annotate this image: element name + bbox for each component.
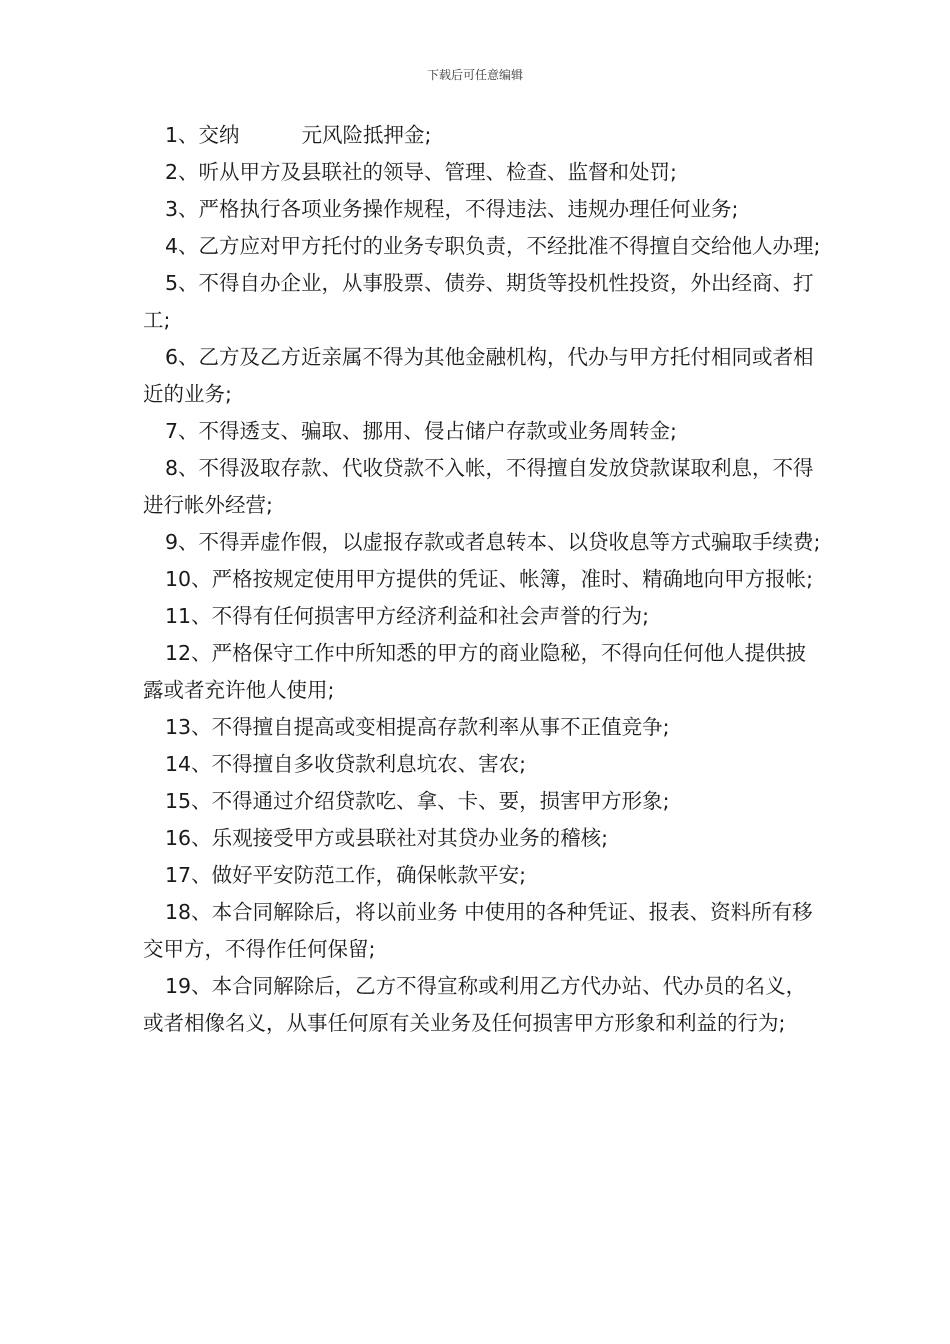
clause-8: 8、不得汲取存款、代收贷款不入帐，不得擅自发放贷款谋取利息，不得进行帐外经营; [143,456,814,517]
clause-9: 9、不得弄虚作假，以虚报存款或者息转本、以贷收息等方式骗取手续费; [165,530,821,554]
clause-16: 16、乐观接受甲方或县联社对其贷办业务的稽核; [165,826,608,850]
clause-15: 15、不得通过介绍贷款吃、拿、卡、要，损害甲方形象; [165,789,670,813]
clause-12: 12、严格保守工作中所知悉的甲方的商业隐秘，不得向任何他人提供披露或者充许他人使用; [143,641,807,702]
clause-18: 18、本合同解除后，将以前业务 中使用的各种凭证、报表、资料所有移交甲方，不得作任何保留; [143,900,813,961]
clause-3: 3、严格执行各项业务操作规程，不得违法、违规办理任何业务; [165,197,739,221]
clause-2: 2、听从甲方及县联社的领导、管理、检查、监督和处罚; [165,160,677,184]
clause-5: 5、不得自办企业，从事股票、债券、期货等投机性投资，外出经商、打工; [143,271,814,332]
clause-10: 10、严格按规定使用甲方提供的凭证、帐簿，准时、精确地向甲方报帐; [165,567,813,591]
clause-1-post: 元风险抵押金; [301,123,432,147]
clause-17: 17、做好平安防范工作，确保帐款平安; [165,863,526,887]
clause-7: 7、不得透支、骗取、挪用、侵占储户存款或业务周转金; [165,419,677,443]
page-header: 下载后可任意编辑 [426,68,523,82]
clause-11: 11、不得有任何损害甲方经济利益和社会声誉的行为; [165,604,649,628]
clause-4: 4、乙方应对甲方托付的业务专职负责，不经批准不得擅自交给他人办理; [165,234,821,258]
clause-13: 13、不得擅自提高或变相提高存款利率从事不正值竞争; [165,715,670,739]
document-body [143,117,823,1042]
clause-1-pre: 1、交纳 [165,123,240,147]
clause-14: 14、不得擅自多收贷款利息坑农、害农; [165,752,526,776]
clause-1 [143,117,823,154]
clause-19: 19、本合同解除后，乙方不得宣称或利用乙方代办站、代办员的名义，或者相像名义，从事任何原有关业务及任何损害甲方形象和利益的行为; [143,974,807,1035]
clause-6: 6、乙方及乙方近亲属不得为其他金融机构，代办与甲方托付相同或者相近的业务; [143,345,814,406]
